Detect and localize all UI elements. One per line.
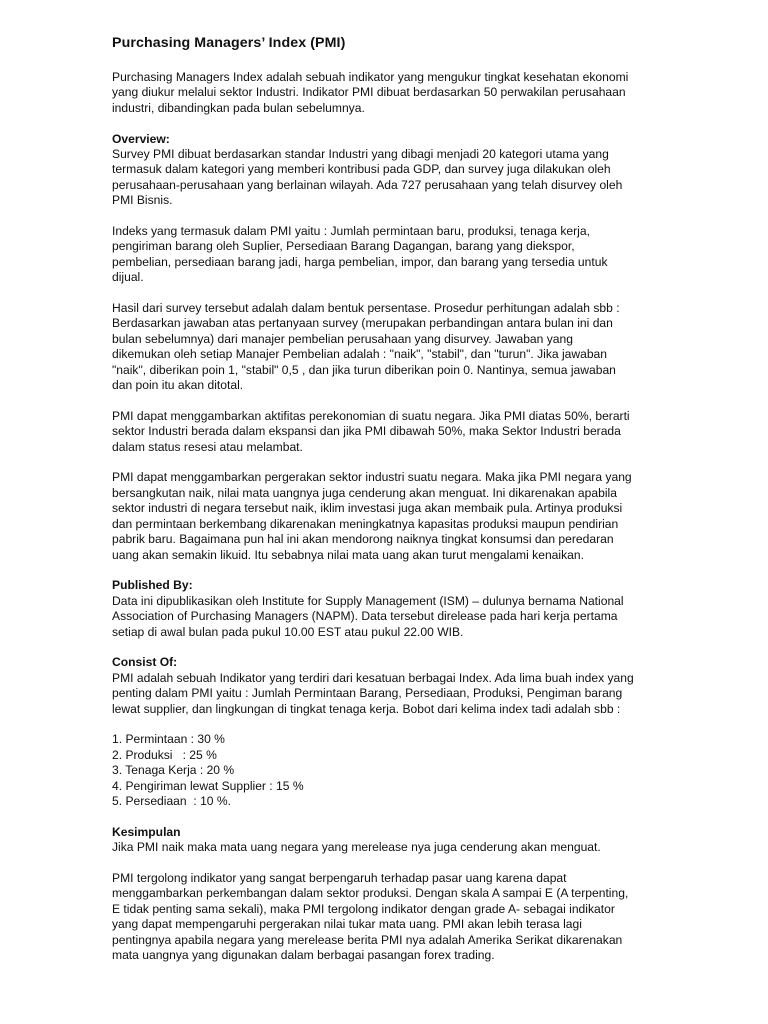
- kesimpulan-section: [112, 825, 657, 856]
- aktifitas-line: dalam status resesi atau melambat.: [112, 439, 303, 454]
- weights-list: [112, 732, 657, 809]
- pergerakan-line: uang akan semakin likuid. Itu sebabnya nilai mata uang akan turut mengalami kenaikan.: [112, 547, 584, 562]
- overview-line: perusahaan-perusahaan yang berlainan wilayah. Ada 727 perusahaan yang telah disurvey oleh: [112, 177, 623, 192]
- intro-line: Purchasing Managers Index adalah sebuah indikator yang mengukur tingkat kesehatan ekonomi: [112, 70, 629, 84]
- intro-line: industri, dibandingkan pada bulan sebelumnya.: [112, 100, 365, 115]
- pergerakan-line: dan permintaan berkembang dikarenakan meningkatnya kapasitas produksi maupun pendirian: [112, 516, 619, 531]
- hasil-line: dikemukan oleh setiap Manajer Pembelian adalah : "naik", "stabil", dan "turun". Jika jawaban: [112, 347, 608, 362]
- intro-paragraph: [112, 70, 657, 116]
- closing-line: menggambarkan perkembangan dalam sektor produksi. Dengan skala A sampai E (A terpenting,: [112, 886, 629, 901]
- indeks-line: Indeks yang termasuk dalam PMI yaitu : Jumlah permintaan baru, produksi, tenaga kerja,: [112, 224, 590, 239]
- published-section: [112, 578, 657, 640]
- pergerakan-line: sektor industri di negara tersebut naik, iklim investasi juga akan membaik pula. Artinya produksi: [112, 501, 623, 516]
- pergerakan-paragraph: [112, 470, 657, 562]
- list-item: 3. Tenaga Kerja : 20 %: [112, 763, 235, 778]
- closing-line: yang dapat mempengaruhi pergerakan nilai tukar mata uang. PMI akan lebih terasa lagi: [112, 917, 582, 932]
- hasil-line: Hasil dari survey tersebut adalah dalam bentuk persentase. Prosedur perhitungan adalah sbb :: [112, 301, 620, 316]
- aktifitas-paragraph: [112, 409, 657, 455]
- hasil-line: Berdasarkan jawaban atas pertanyaan survey (merupakan perbandingan antara bulan ini dan: [112, 316, 613, 331]
- consist-section: [112, 655, 657, 717]
- published-line: Association of Purchasing Managers (NAPM). Data tersebut direlease pada hari kerja pertama: [112, 609, 618, 624]
- consist-line: penting dalam PMI yaitu : Jumlah Permintaan Barang, Persediaan, Produksi, Pengiman barang: [112, 686, 623, 701]
- aktifitas-line: PMI dapat menggambarkan aktifitas perekonomian di suatu negara. Jika PMI diatas 50%, berarti: [112, 408, 630, 423]
- document-page: [112, 34, 657, 979]
- hasil-line: dan poin itu akan ditotal.: [112, 378, 244, 393]
- pergerakan-line: PMI dapat menggambarkan pergerakan sektor industri suatu negara. Maka jika PMI negara yang: [112, 470, 632, 485]
- published-line: Data ini dipublikasikan oleh Institute for Supply Management (ISM) – dulunya bernama National: [112, 593, 624, 608]
- hasil-line: "naik", diberikan poin 1, "stabil" 0,5 , dan jika turun diberikan poin 0. Nantinya, semua jawaban: [112, 362, 616, 377]
- indeks-paragraph: [112, 224, 657, 286]
- kesimpulan-line: Jika PMI naik maka mata uang negara yang merelease nya juga cenderung akan menguat.: [112, 840, 601, 855]
- overview-line: termasuk dalam kategori yang memberi kontribusi pada GDP, dan survey juga dilakukan oleh: [112, 162, 611, 177]
- kesimpulan-heading: Kesimpulan: [112, 824, 181, 839]
- list-item: 2. Produksi : 25 %: [112, 747, 217, 762]
- overview-heading: Overview:: [112, 131, 170, 146]
- closing-line: PMI tergolong indikator yang sangat berpengaruh terhadap pasar uang karena dapat: [112, 870, 567, 885]
- hasil-line: bulan sebelumnya) dari manajer pembelian perusahaan yang disurvey. Jawaban yang: [112, 331, 573, 346]
- consist-line: PMI adalah sebuah Indikator yang terdiri dari kesatuan berbagai Index. Ada lima buah index yang: [112, 670, 634, 685]
- indeks-line: dijual.: [112, 270, 144, 285]
- pergerakan-line: pabrik baru. Bagaimana pun hal ini akan mendorong naiknya tingkat konsumsi dan peredaran: [112, 532, 614, 547]
- consist-heading: Consist Of:: [112, 655, 178, 670]
- indeks-line: pembelian, persediaan barang jadi, harga pembelian, impor, dan barang yang tersedia untuk: [112, 254, 608, 269]
- overview-section: [112, 132, 657, 209]
- overview-line: PMI Bisnis.: [112, 193, 173, 208]
- list-item: 5. Persediaan : 10 %.: [112, 793, 231, 808]
- hasil-paragraph: [112, 301, 657, 393]
- list-item: 1. Permintaan : 30 %: [112, 732, 225, 747]
- document-title: Purchasing Managers’ Index (PMI): [112, 35, 346, 51]
- list-item: 4. Pengiriman lewat Supplier : 15 %: [112, 778, 304, 793]
- published-heading: Published By:: [112, 578, 193, 593]
- consist-line: lewat supplier, dan lingkungan di tingkat tenaga kerja. Bobot dari kelima index tadi adalah sbb :: [112, 701, 621, 716]
- overview-line: Survey PMI dibuat berdasarkan standar Industri yang dibagi menjadi 20 kategori utama yang: [112, 147, 609, 162]
- closing-line: mata uangnya yang digunakan dalam berbagai pasangan forex trading.: [112, 948, 495, 962]
- closing-line: pentingnya apabila negara yang merelease berita PMI nya adalah Amerika Serikat dikarenakan: [112, 932, 623, 947]
- aktifitas-line: sektor Industri berada dalam ekspansi dan jika PMI dibawah 50%, maka Sektor Industri berada: [112, 424, 621, 439]
- published-line: setiap di awal bulan pada pukul 10.00 EST atau pukul 22.00 WIB.: [112, 624, 464, 639]
- pergerakan-line: bersangkutan naik, nilai mata uangnya juga cenderung akan menguat. Ini dikarenakan apabila: [112, 485, 617, 500]
- indeks-line: pengiriman barang oleh Suplier, Persediaan Barang Dagangan, barang yang diekspor,: [112, 239, 575, 254]
- closing-paragraph: [112, 871, 657, 963]
- intro-line: yang diukur melalui sektor Industri. Indikator PMI dibuat berdasarkan 50 perwakilan perusahaan: [112, 85, 626, 100]
- closing-line: E tidak penting sama sekali), maka PMI tergolong indikator dengan grade A- sebagai indikator: [112, 901, 615, 916]
